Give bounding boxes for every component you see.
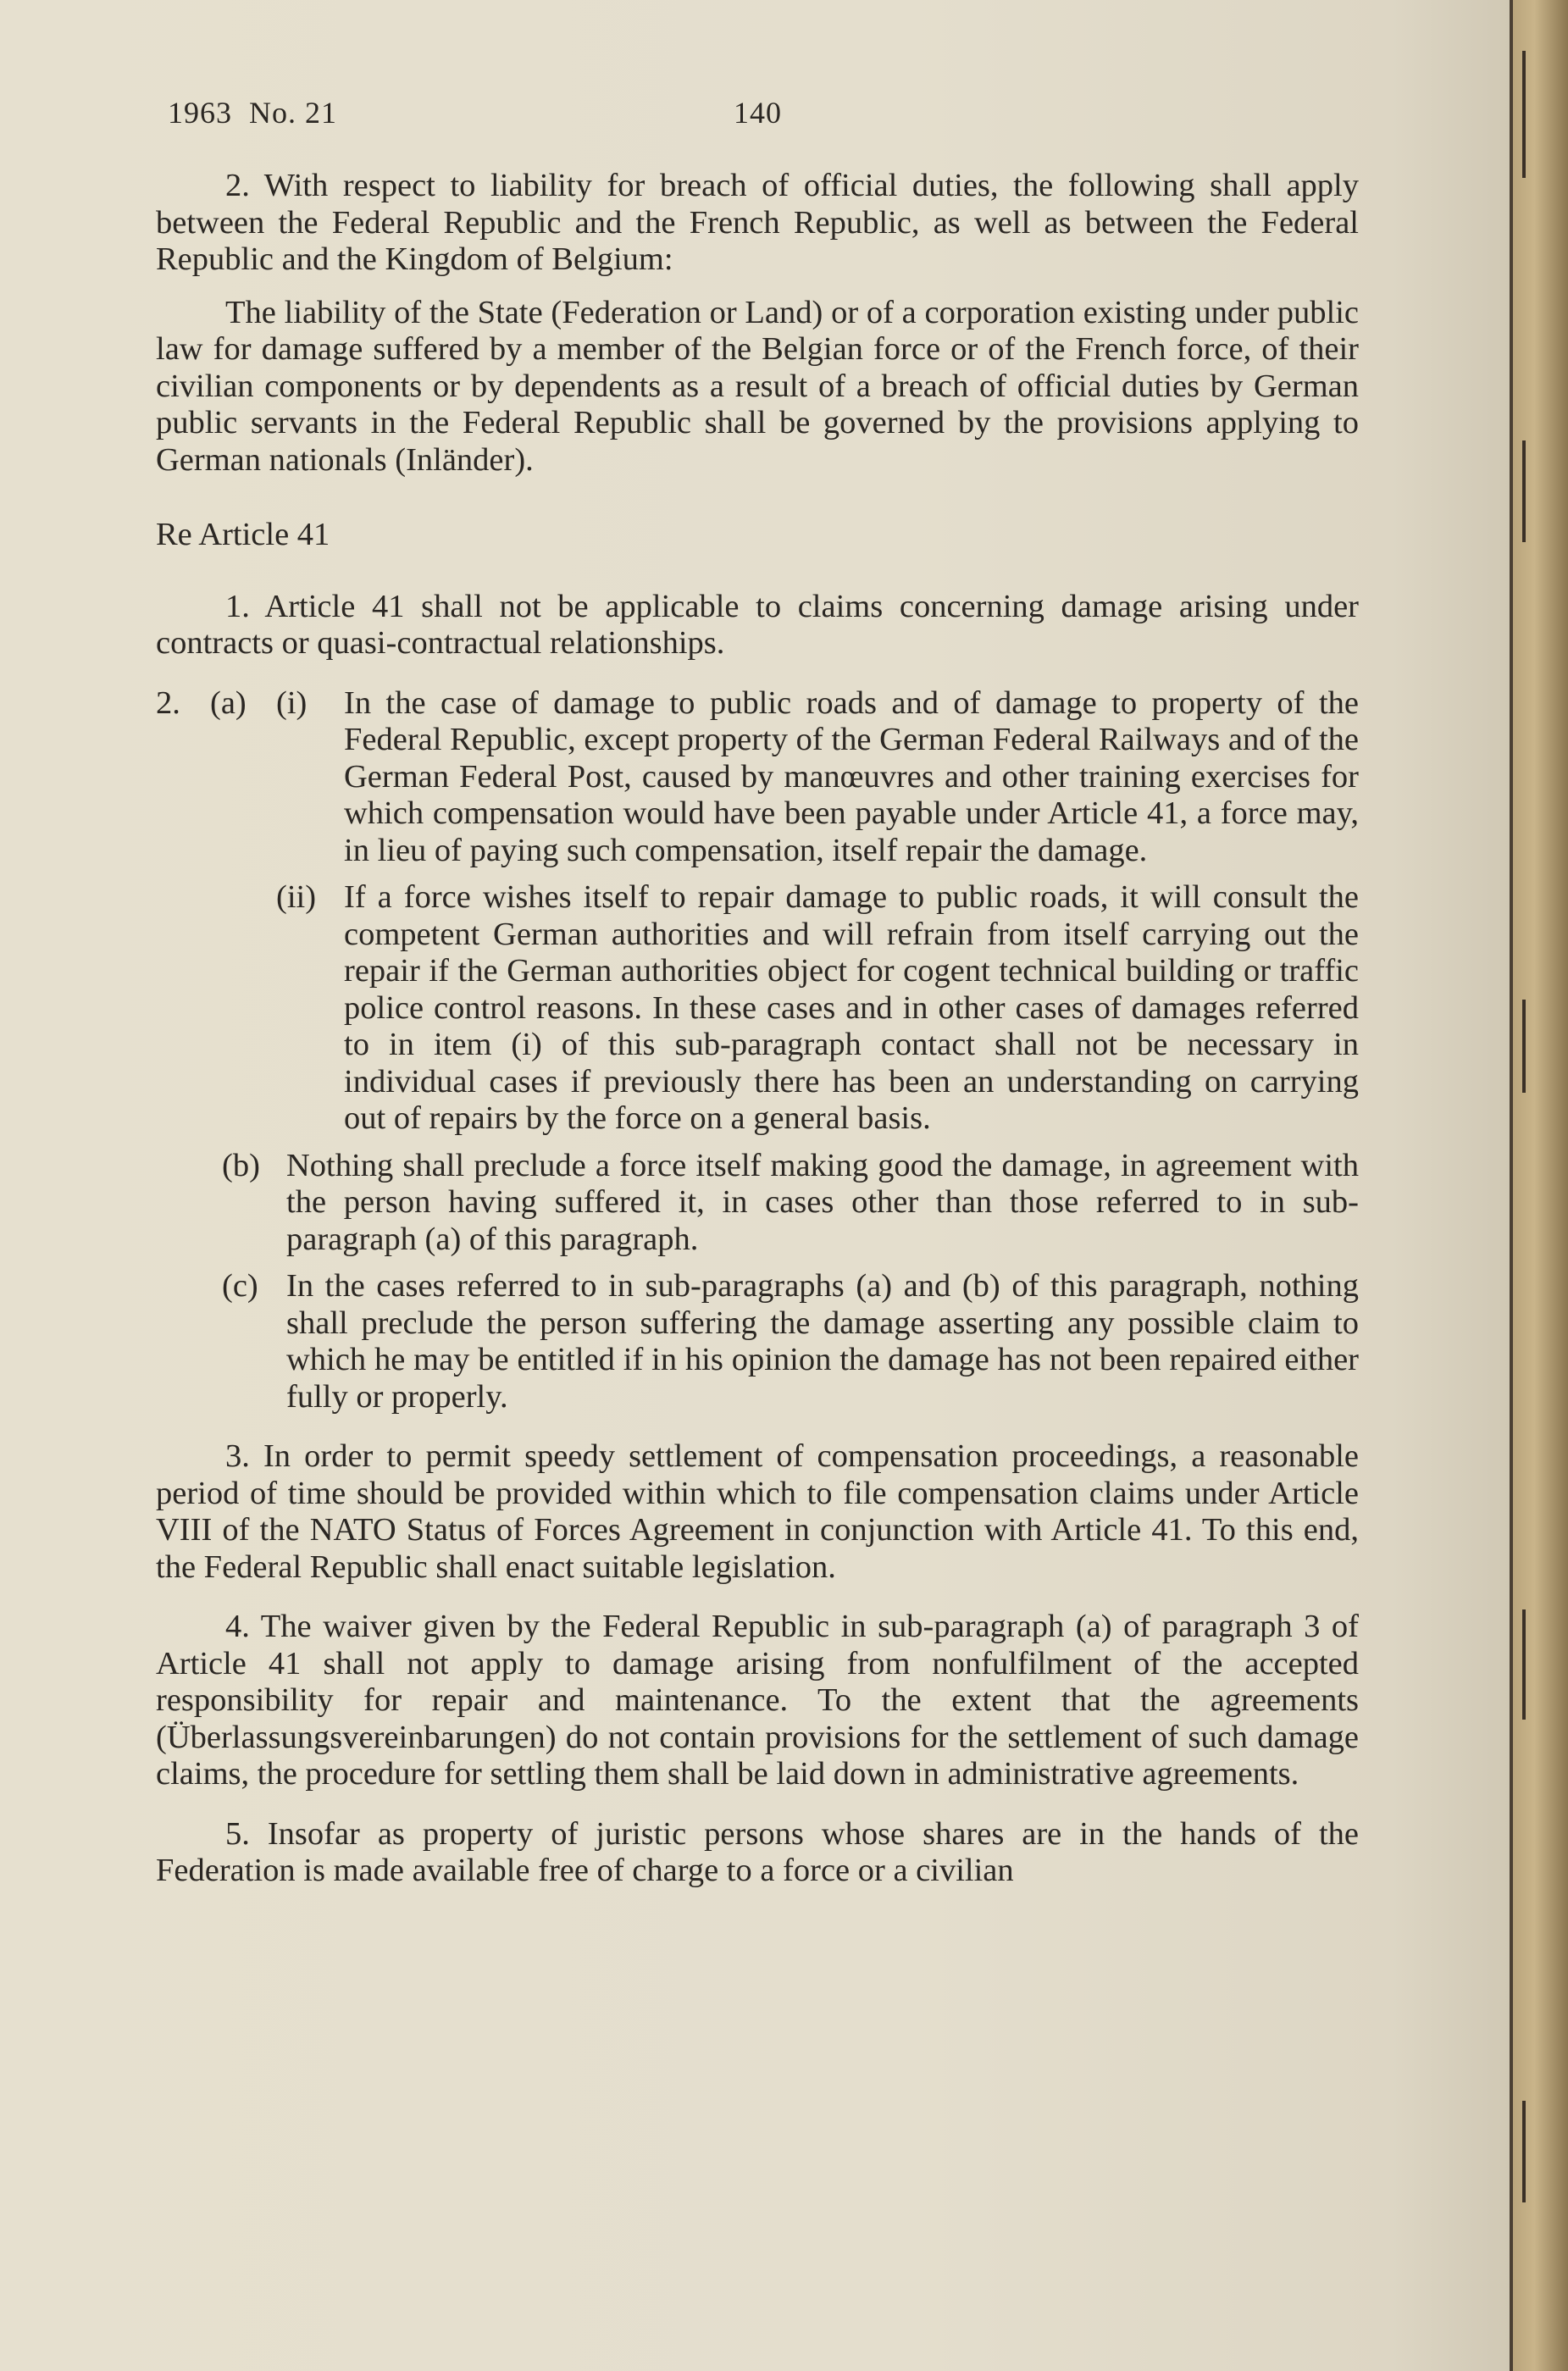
paragraph-2-intro: 2. With respect to liability for breach of official duties, the following shall apply between the Federal Republic and the French Republic, as well as between the Federal Republic and the Kingdom of Belgium:	[156, 168, 1359, 277]
document-body	[156, 168, 1359, 1906]
item-label-ii: (ii)	[276, 879, 317, 915]
article41-paragraph-2a-ii	[276, 879, 1359, 1138]
paragraph-number: 2.	[156, 684, 180, 721]
paragraph-2-provision: The liability of the State (Federation or Land) or of a corporation existing under public law for damage suffered by a member of the Belgian force or of the French force, of their civilian components or by dependents as a result of a breach of official duties by German public servants in the Federal Republic shall be governed by the provisions applying to German nationals (Inländer).	[156, 294, 1359, 478]
section-heading: Re Article 41	[156, 517, 330, 552]
edge-mark	[1522, 2101, 1526, 2202]
subparagraph-label-c: (c)	[222, 1268, 258, 1304]
item-label-i: (i)	[276, 684, 308, 721]
edge-mark	[1522, 440, 1526, 542]
edge-mark	[1522, 1000, 1526, 1093]
page-number: 140	[734, 96, 782, 130]
item-ii-text: If a force wishes itself to repair damage to public roads, it will consult the competent German authorities and will refrain from itself carrying out the repair if the German authorities object for cogent technical building or traffic police control reasons. In these cases and in other cases of damages referred to in item (i) of this sub-paragraph contact shall not be necessary in individual cases if previously there has been an understanding on carrying out of repairs by the force on a general basis.	[344, 879, 1359, 1136]
subparagraph-b-text: Nothing shall preclude a force itself making good the damage, in agreement with the person having suffered it, in cases other than those referred to in sub-paragraph (a) of this paragraph.	[286, 1147, 1359, 1257]
subparagraph-label-a: (a)	[210, 684, 247, 721]
article41-paragraph-5: 5. Insofar as property of juristic persons whose shares are in the hands of the Federation is made available free of charge to a force or a civilian	[156, 1815, 1359, 1888]
article41-paragraph-1: 1. Article 41 shall not be applicable to claims concerning damage arising under contracts or quasi-contractual relationships.	[156, 588, 1359, 661]
article41-paragraph-4: 4. The waiver given by the Federal Republic in sub-paragraph (a) of paragraph 3 of Article 41 shall not apply to damage arising from nonfulfilment of the accepted responsibility for repair and maintenance. To the extent that the agreements (Überlassungsvereinbarungen) do not contain provisions for the settlement of such damage claims, the procedure for settling them shall be laid down in administrative agreements.	[156, 1609, 1359, 1792]
edge-mark	[1522, 51, 1526, 178]
item-i-text: In the case of damage to public roads and of damage to property of the Federal Republic, except property of the German Federal Railways and of the German Federal Post, caused by manœuvres and other training exercises for which compensation would have been payable under Article 41, a force may, in lieu of paying such compensation, itself repair the damage.	[344, 684, 1359, 868]
book-page-edge	[1512, 0, 1568, 2371]
article41-paragraph-2a-i	[156, 685, 1359, 870]
article41-paragraph-2b	[222, 1148, 1359, 1259]
subparagraph-label-b: (b)	[222, 1147, 260, 1183]
subparagraph-c-text: In the cases referred to in sub-paragraphs (a) and (b) of this paragraph, nothing shall preclude the person suffering the damage asserting any possible claim to which he may be entitled if in his opinion the damage has not been repaired either fully or properly.	[286, 1268, 1359, 1415]
page-edge-shadow	[1510, 0, 1513, 2371]
document-reference: 1963 No. 21	[168, 96, 337, 130]
article41-paragraph-3: 3. In order to permit speedy settlement of compensation proceedings, a reasonable period of time should be provided within which to file compensation claims under Article VIII of the NATO Status of Forces Agreement in conjunction with Article 41. To this end, the Federal Republic shall enact suitable legislation.	[156, 1438, 1359, 1585]
article41-paragraph-2c	[222, 1268, 1359, 1415]
edge-mark	[1522, 1609, 1526, 1720]
